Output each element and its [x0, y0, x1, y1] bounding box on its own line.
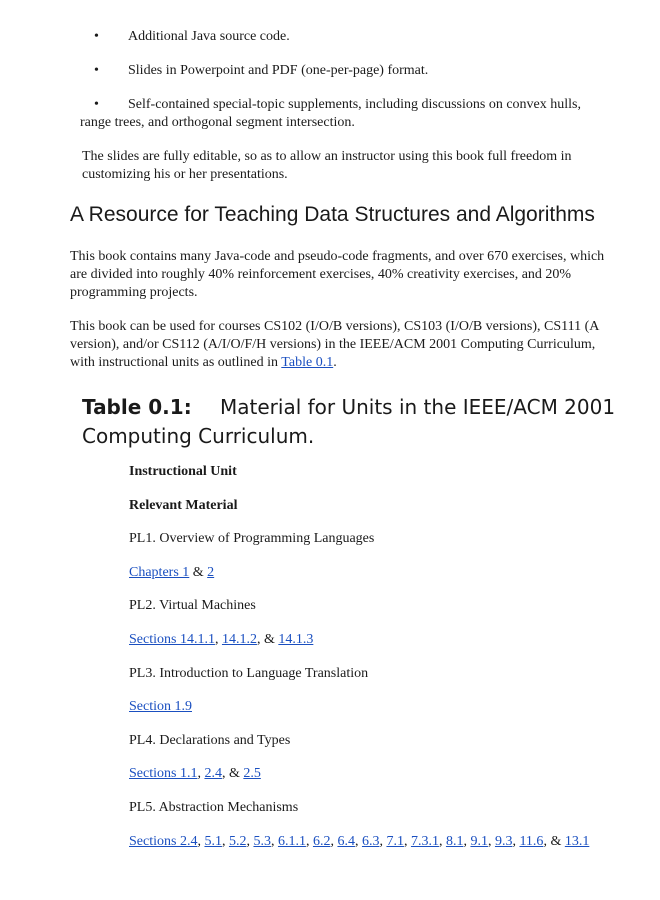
section-heading: A Resource for Teaching Data Structures and Algorithms [70, 203, 595, 226]
unit-name: PL5. Abstraction Mechanisms [129, 799, 299, 815]
separator-text: , [197, 766, 205, 782]
separator-text: , [270, 833, 278, 849]
section-link[interactable]: 13.1 [564, 833, 590, 849]
unit-material [129, 698, 609, 716]
bullet-item [80, 62, 610, 80]
section-link[interactable]: 11.6 [519, 833, 544, 849]
section-link[interactable]: 5.2 [228, 833, 247, 849]
section-link[interactable]: 5.1 [204, 833, 222, 849]
table-header-material: Relevant Material [129, 497, 238, 513]
table-caption-label: Table 0.1: [82, 395, 192, 419]
unit-material [129, 631, 609, 649]
unit-material [129, 765, 609, 783]
slides-paragraph: The slides are fully editable, so as to allow an instructor using this book full freedom in customizing his or her presentations. [82, 149, 572, 182]
section-link[interactable]: 9.3 [494, 833, 513, 849]
section-link[interactable]: 14.1.3 [278, 631, 314, 647]
section-link[interactable]: 6.4 [337, 833, 355, 849]
separator-text: , [221, 833, 229, 849]
separator-text: , [487, 833, 495, 849]
section-link[interactable]: Sections 14.1.1 [129, 631, 215, 647]
separator-text: , [214, 631, 222, 647]
separator-text: , [246, 833, 254, 849]
section-link[interactable]: Chapters 1 [129, 564, 190, 580]
supplement-bullet-list [80, 28, 610, 132]
separator-text: , [463, 833, 471, 849]
section-link[interactable]: 14.1.2 [221, 631, 257, 647]
section-link[interactable]: Sections 1.1 [129, 766, 198, 782]
section-link[interactable]: 2.5 [243, 766, 261, 782]
bullet-item [80, 96, 610, 132]
section-link[interactable]: 6.1.1 [277, 833, 306, 849]
bullet-item [80, 28, 610, 46]
section-link[interactable]: 9.1 [470, 833, 488, 849]
courses-paragraph-text: This book can be used for courses CS102 (I/O/B versions), CS103 (I/O/B versions), CS111 (A version), and/or CS112 (A/I/O/F/H versions) in the IEEE/ACM 2001 Computing Curriculum, with instructional units as outlined in [70, 319, 599, 370]
table-header-unit: Instructional Unit [129, 464, 237, 479]
section-link[interactable]: 7.1 [386, 833, 404, 849]
unit-name: PL3. Introduction to Language Translation [129, 665, 369, 681]
section-link[interactable]: 8.1 [445, 833, 464, 849]
separator-text: , [438, 833, 446, 849]
separator-text: , [512, 833, 520, 849]
separator-text: , [197, 833, 205, 849]
separator-text: , & [543, 833, 565, 849]
section-link[interactable]: 2 [207, 564, 215, 580]
unit-material [129, 564, 609, 582]
unit-name: PL4. Declarations and Types [129, 732, 291, 748]
courses-paragraph [70, 318, 610, 372]
courses-paragraph-end: . [333, 355, 337, 370]
unit-material [129, 833, 609, 851]
bullet-text: Additional Java source code. [128, 29, 290, 44]
bullet-icon: • [94, 63, 99, 78]
table-caption [82, 393, 622, 451]
bullet-icon: • [94, 29, 99, 44]
section-link[interactable]: 5.3 [253, 833, 271, 849]
separator-text: , & [256, 631, 279, 647]
section-link[interactable]: Sections 2.4 [129, 833, 198, 849]
separator-text: , [305, 833, 313, 849]
separator-text: , [403, 833, 411, 849]
bullet-text: Slides in Powerpoint and PDF (one-per-page) format. [128, 63, 429, 78]
section-link[interactable]: 6.2 [312, 833, 331, 849]
separator-text: , [330, 833, 338, 849]
section-link[interactable]: 7.3.1 [410, 833, 439, 849]
unit-name: PL2. Virtual Machines [129, 598, 256, 614]
section-link[interactable]: Section 1.9 [129, 699, 192, 715]
separator-text: , [354, 833, 362, 849]
curriculum-unit-table [129, 463, 609, 866]
separator-text: , & [221, 766, 244, 782]
section-link[interactable]: 2.4 [204, 766, 222, 782]
table-caption-text: Material for Units in the IEEE/ACM 2001 Computing Curriculum. [82, 395, 616, 448]
bullet-text: Self-contained special-topic supplements, including discussions on convex hulls, range trees, and orthogonal segment intersection. [80, 97, 581, 130]
bullet-icon: • [94, 97, 99, 112]
exercises-paragraph: This book contains many Java-code and pseudo-code fragments, and over 670 exercises, which are divided into roughly 40% reinforcement exercises, 40% creativity exercises, and 20% programming projects. [70, 249, 605, 300]
separator-text: & [189, 564, 208, 580]
table-0-1-link[interactable]: Table 0.1 [281, 355, 334, 370]
unit-name: PL1. Overview of Programming Languages [129, 531, 375, 547]
section-link[interactable]: 6.3 [361, 833, 380, 849]
separator-text: , [379, 833, 387, 849]
